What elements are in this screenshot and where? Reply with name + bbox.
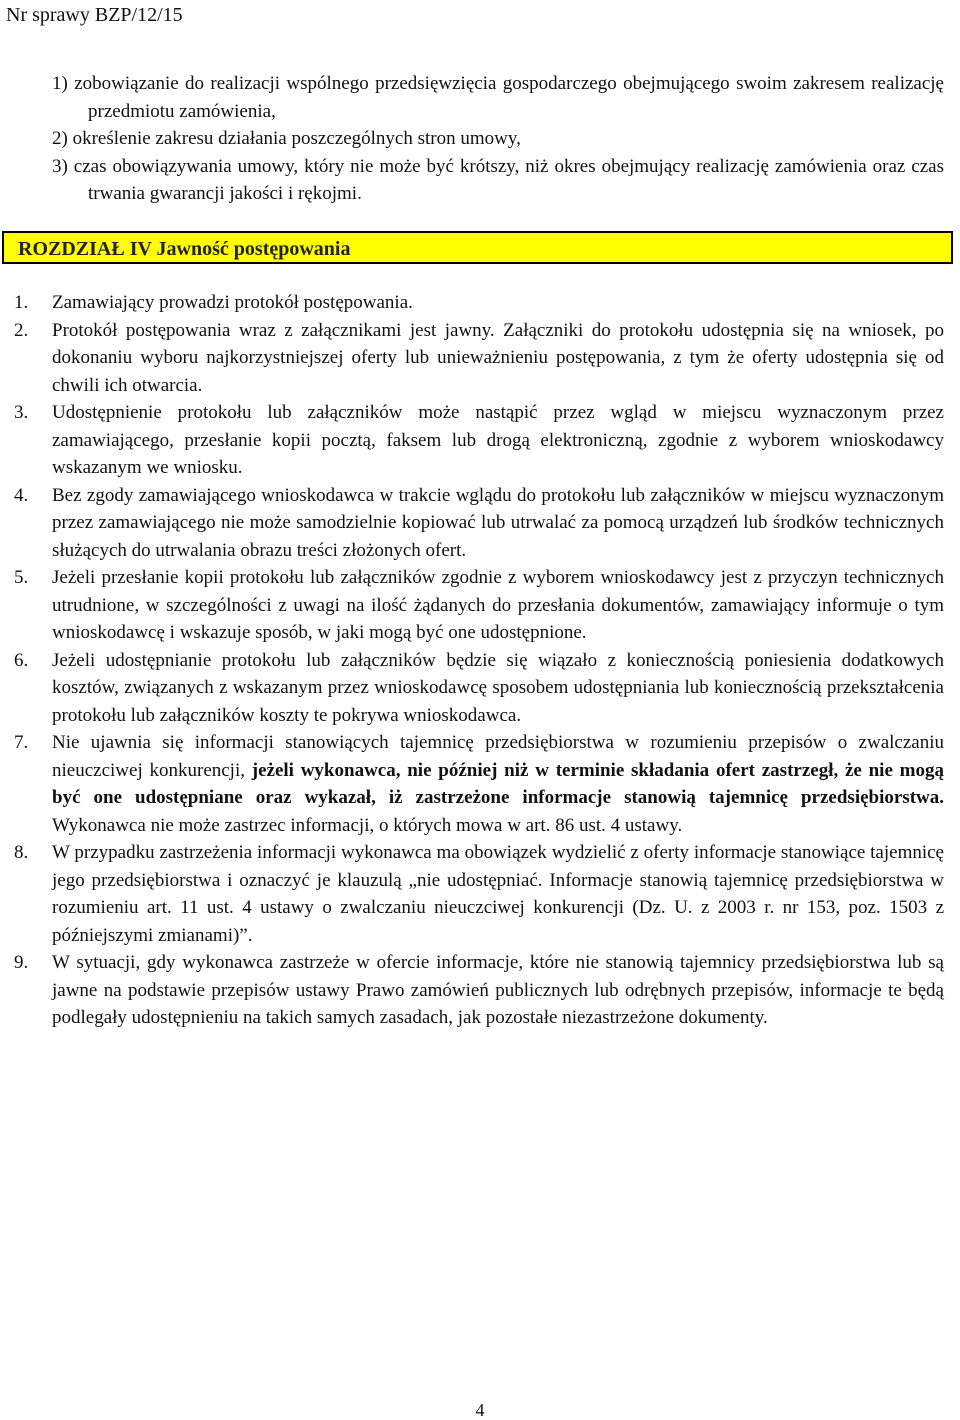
item-number: 7. bbox=[14, 732, 29, 753]
list-item: 1) zobowiązanie do realizacji wspólnego przedsięwzięcia gospodarczego obejmującego swoim zakresem realizację przedmiotu zamówienia, bbox=[52, 73, 944, 122]
item-number: 5. bbox=[14, 567, 29, 588]
item-text: Jeżeli udostępnianie protokołu lub załączników będzie się wiązało z koniecznością poniesienia dodatkowych kosztów, związanych z wskazanym przez wnioskodawcę sposobem udostępniania lub koniecznością przekształcenia protokołu lub załączników koszty te pokrywa wnioskodawca. bbox=[52, 649, 944, 726]
item-number: 1. bbox=[14, 292, 29, 313]
list-item bbox=[14, 289, 944, 317]
item-text: Wykonawca nie może zastrzec informacji, o których mowa w art. 86 ust. 4 ustawy. bbox=[52, 814, 683, 836]
list-item bbox=[14, 482, 944, 565]
list-item: 3) czas obowiązywania umowy, który nie może być krótszy, niż okres obejmujący realizację zamówienia oraz czas trwania gwarancji jakości i rękojmi. bbox=[52, 155, 944, 204]
list-item bbox=[14, 949, 944, 1032]
item-text: Zamawiający prowadzi protokół postępowania. bbox=[52, 292, 413, 313]
transparency-rules-list bbox=[14, 289, 944, 1032]
section-heading-box bbox=[2, 231, 953, 264]
case-number: Nr sprawy BZP/12/15 bbox=[6, 4, 183, 26]
consortium-agreement-list bbox=[52, 70, 944, 208]
item-number: 2. bbox=[14, 319, 29, 341]
item-text: W sytuacji, gdy wykonawca zastrzeże w ofercie informacje, które nie stanowią tajemnicy przedsiębiorstwa lub są jawne na podstawie przepisów ustawy Prawo zamówień publicznych lub odrębnych przepisów, informacje te będą podlegały udostępnieniu na takich samych zasadach, jak pozostałe niezastrzeżone dokumenty. bbox=[52, 952, 944, 1028]
page-number: 4 bbox=[475, 1400, 485, 1420]
item-text: Nie ujawnia się informacji stanowiących tajemnicę przedsiębiorstwa w rozumieniu przepisów o zwalczaniu nieuczciwej konkurencji, bbox=[52, 732, 944, 781]
item-text: Protokół postępowania wraz z załącznikami jest jawny. Załączniki do protokołu udostępnia się na wniosek, po dokonaniu wyboru najkorzystniejszej oferty lub unieważnieniu postępowania, z tym że oferty udostępnia się od chwili ich otwarcia. bbox=[52, 319, 944, 396]
item-number: 3. bbox=[14, 402, 29, 423]
list-item bbox=[14, 839, 944, 949]
list-item bbox=[14, 564, 944, 647]
list-item bbox=[14, 647, 944, 730]
item-text: W przypadku zastrzeżenia informacji wykonawca ma obowiązek wydzielić z oferty informacje stanowiące tajemnicę jego przedsiębiorstwa i oznaczyć je klauzulą „nie udostępniać. Informacje stanowią tajemnicę przedsiębiorstwa w rozumieniu art. 11 ust. 4 ustawy o zwalczaniu nieuczciwej konkurencji (Dz. U. z 2003 r. nr 153, poz. 1503 z późniejszymi zmianami)”. bbox=[52, 842, 944, 946]
item-text: Bez zgody zamawiającego wnioskodawca w trakcie wglądu do protokołu lub załączników w miejscu wyznaczonym przez zamawiającego nie może samodzielnie kopiować lub utrwalać za pomocą urządzeń lub środków technicznych służących do utrwalania obrazu treści złożonych ofert. bbox=[52, 484, 944, 561]
list-item: 2) określenie zakresu działania poszczególnych stron umowy, bbox=[52, 128, 521, 149]
item-number: 4. bbox=[14, 484, 29, 506]
item-text: Jeżeli przesłanie kopii protokołu lub załączników zgodnie z wyborem wnioskodawcy jest z przyczyn technicznych utrudnione, w szczególności z uwagi na ilość żądanych do przesłania dokumentów, zamawiający informuje o tym wnioskodawcę i wskazuje sposób, w jaki mogą być one udostępnione. bbox=[52, 567, 944, 643]
item-number: 9. bbox=[14, 952, 29, 973]
item-number: 6. bbox=[14, 649, 29, 671]
item-number: 8. bbox=[14, 842, 29, 863]
section-title: ROZDZIAŁ IV Jawność postępowania bbox=[18, 238, 351, 260]
item-text: Udostępnienie protokołu lub załączników może nastąpić przez wgląd w miejscu wyznaczonym przez zamawiającego, przesłanie kopii pocztą, faksem lub drogą elektroniczną, zgodnie z wyborem wnioskodawcy wskazanym we wniosku. bbox=[52, 402, 944, 478]
list-item bbox=[14, 729, 944, 839]
list-item bbox=[14, 399, 944, 482]
item-text-bold: jeżeli wykonawca, nie później niż w terminie składania ofert zastrzegł, że nie mogą być one udostępniane oraz wykazał, iż zastrzeżone informacje stanowią tajemnicę przedsiębiorstwa. bbox=[52, 759, 944, 808]
list-item bbox=[14, 317, 944, 400]
